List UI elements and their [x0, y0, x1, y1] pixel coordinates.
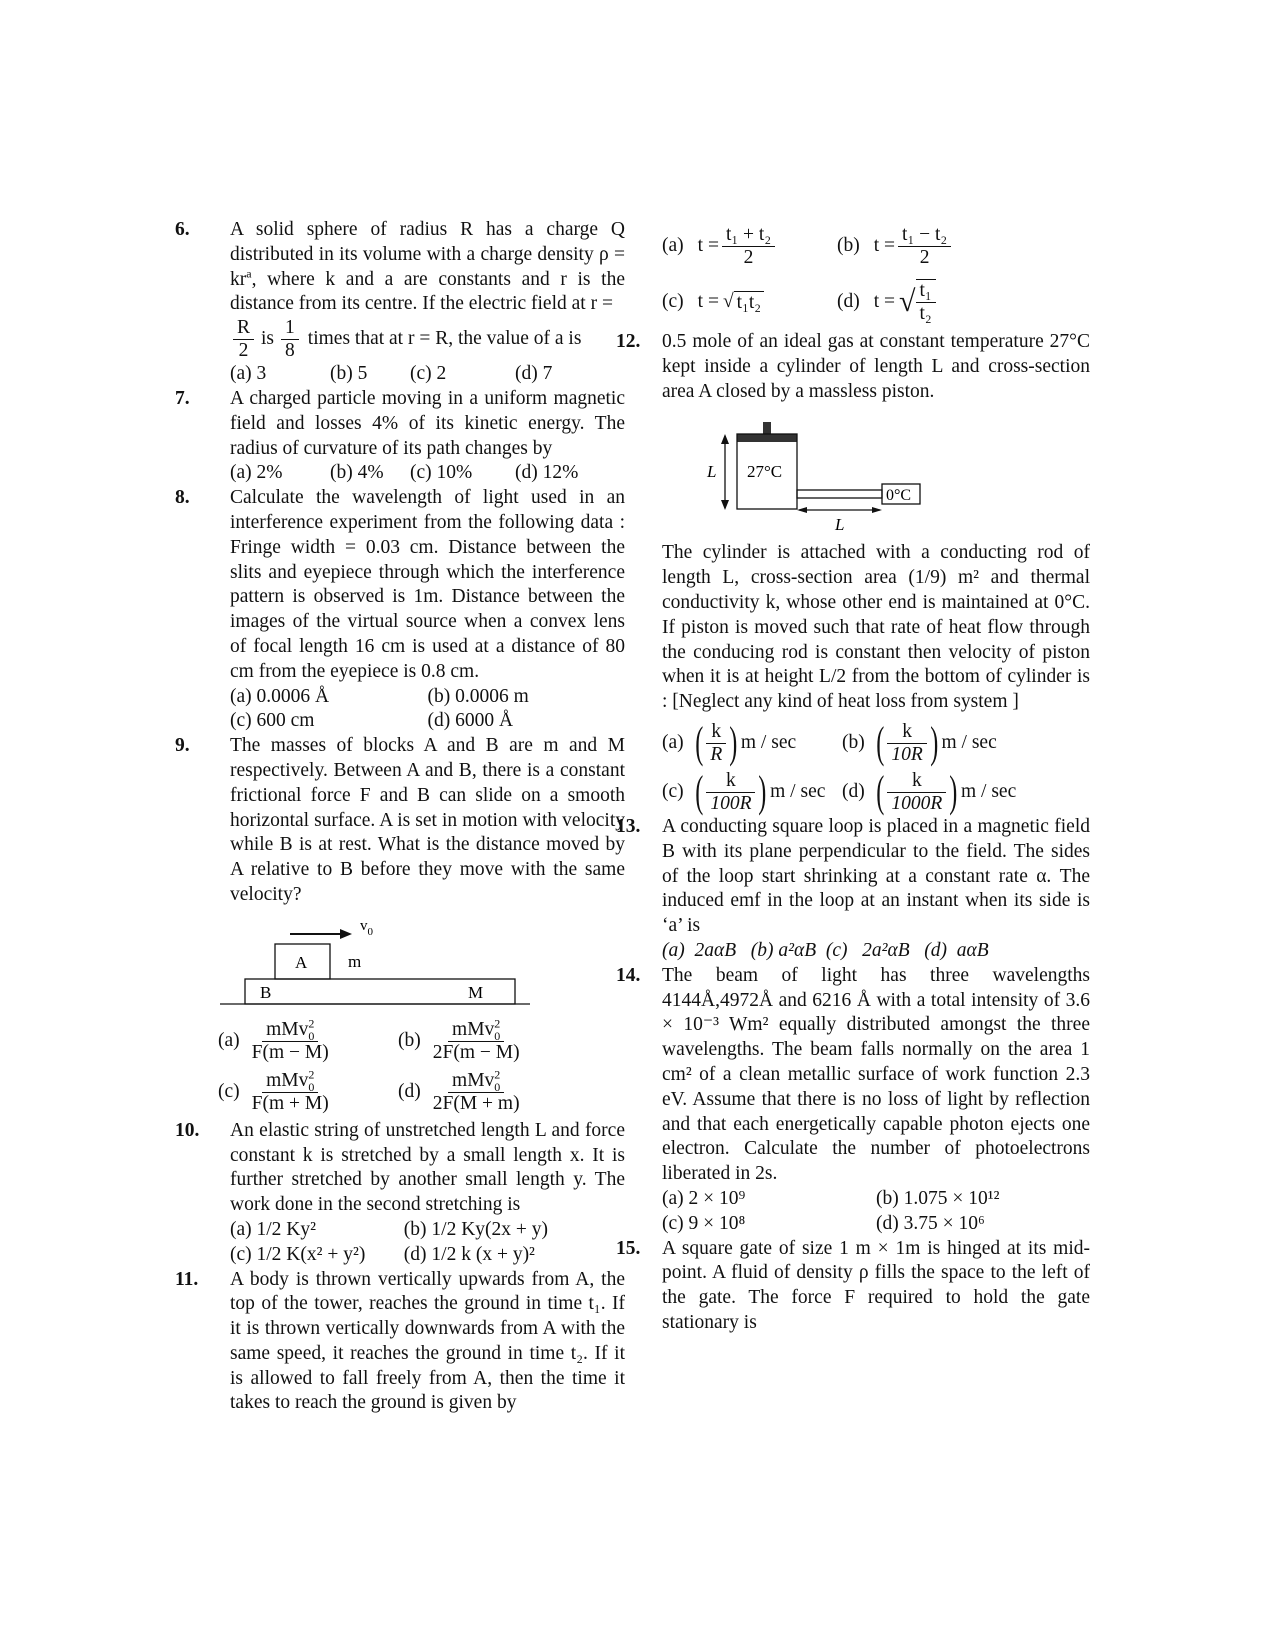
option-c: (c) 1/2 K(x² + y²): [230, 1243, 366, 1265]
option-d: (d) $\frac{mMv^2_0}{2F(M + m)}$: [398, 1067, 520, 1114]
question-text: A square gate of size 1 m × 1m is hinged at its mid-point. A fluid of density ρ fills the space to the left of the gate. The force F required to hold the gate stationary is: [662, 1237, 1090, 1333]
question-8: [175, 486, 625, 734]
option-a: (a) 1/2 Ky²: [230, 1218, 316, 1240]
option-d: (d) t = √ $\frac{\text{t₁}}{\text{t₂}}$: [837, 279, 939, 325]
option-a: (a) 0.0006 Å: [230, 685, 330, 707]
question-15: [616, 1237, 1090, 1336]
options: (a) 2aαB (b) a²αB (c) 2a²αB (d) aαB: [662, 939, 989, 961]
question-number: 14.: [616, 964, 641, 986]
question-11: [175, 1268, 625, 1417]
question-9: [175, 734, 625, 1115]
piston: [737, 434, 797, 442]
option-d: (d) 1/2 k (x + y)²: [403, 1243, 535, 1265]
options: [230, 1218, 625, 1243]
question-number: 11.: [175, 1268, 199, 1290]
question-14: [616, 964, 1090, 1237]
question-number: 6.: [175, 219, 190, 240]
mass-m-label: m: [348, 951, 362, 971]
options-row-2: [230, 709, 625, 734]
question-number: 10.: [175, 1119, 200, 1141]
left-column: [175, 218, 625, 1416]
question-12: [616, 330, 1090, 817]
question-10: [175, 1119, 625, 1268]
option-a: (a) 2%: [230, 462, 283, 484]
mass-M-label: M: [468, 982, 484, 1002]
option-c: (c) 9 × 10⁸: [662, 1212, 746, 1234]
right-column: [616, 218, 1090, 1336]
option-c: (c) t = √ t₁t₂: [662, 291, 837, 314]
question-text: The beam of light has three wavelengths 4144Å,4972Å and 6216 Å with a total intensity of 3.6 × 10⁻³ Wm² equally distributed amongst the three wavelengths. The beam falls normally on the area 1 cm² of a clean metallic surface of work function 2.3 eV. Assume that there is no loss of light by reflection and that each energetically capable photon ejects one electron. Calculate the number of photoelectrons liberated in 2s.: [662, 964, 1090, 1185]
question-text: A body is thrown vertically upwards from A, the top of the tower, reaches the ground in time t₁. If it is thrown vertically downwards from A with the same speed, it reaches the ground in time t₂. If it is allowed to fall freely from A, then the time it takes to reach the ground is given by: [230, 1268, 625, 1414]
option-b: (b) 1.075 × 10¹²: [876, 1187, 1000, 1209]
temperature-inside: 27°C: [747, 462, 783, 482]
question-13: [616, 815, 1090, 964]
options: [662, 1187, 1090, 1212]
options: [230, 362, 625, 387]
option-a: (a) 2 × 10⁹: [662, 1187, 746, 1209]
question-11-options: [630, 218, 1090, 330]
question-6: [175, 218, 625, 387]
option-a: (a) 3: [230, 363, 267, 385]
question-text: Calculate the wavelength of light used in an interference experiment from the following data : Fringe width = 0.03 cm. Distance between the slits and eyepiece through which the interference pattern is observed is 1m. Distance between the images of the virtual source when a convex lens of focal length 16 cm is used at a distance of 80 cm from the eyepiece is 0.8 cm.: [230, 487, 625, 682]
cylinder-diagram: [707, 422, 977, 537]
option-d: (d) 7: [515, 363, 553, 385]
option-a: (a) $\frac{mMv^2_0}{F(m - M)}$: [218, 1016, 329, 1063]
question-number: 7.: [175, 387, 190, 409]
option-c: (c) 2: [410, 363, 447, 385]
length-label-left: L: [707, 462, 717, 482]
length-label-bottom: L: [835, 515, 845, 535]
conducting-rod: [797, 490, 882, 498]
question-6-ratio: $\frac{R}{2}$ is $\frac{1}{8}$ times that at r = R, the value of a is: [230, 317, 625, 362]
question-number: 15.: [616, 1237, 641, 1259]
options-row-2: [175, 1067, 625, 1115]
question-number: 8.: [175, 487, 190, 509]
question-7: [175, 387, 625, 486]
temperature-end: 0°C: [886, 487, 912, 505]
question-text: A conducting square loop is placed in a magnetic field B with its plane perpendicular to the field. The sides of the loop start shrinking at a constant rate α. The induced emf in the loop at an instant when its side is ‘a’ is: [662, 815, 1090, 937]
option-b: (b) t = $\frac{\text{t₁ − t₂}}{2}$: [837, 224, 954, 269]
option-b: (b) $\frac{mMv^2_0}{2F(m - M)}$: [398, 1016, 520, 1063]
question-number: 13.: [616, 815, 641, 837]
option-b: (b) 1/2 Ky(2x + y): [403, 1218, 549, 1240]
option-d: (d) ( $\frac{k}{1000R}$ ) m / sec: [842, 767, 1017, 817]
options-row-1: [175, 1016, 625, 1064]
option-b: (b) 0.0006 m: [427, 685, 529, 707]
piston-rod: [763, 422, 771, 434]
option-d: (d) 12%: [515, 462, 579, 484]
question-number: 12.: [616, 331, 641, 352]
question-text: 0.5 mole of an ideal gas at constant temperature 27°C kept inside a cylinder of length L and cross-section area A closed by a massless piston.: [662, 331, 1090, 402]
option-c: (c) 600 cm: [230, 710, 315, 732]
v0-label: v: [360, 917, 368, 934]
question-text: An elastic string of unstretched length L and force constant k is stretched by a small length x. It is further stretched by another small length y. The work done in the second stretching is: [230, 1119, 625, 1216]
options-row-2: [230, 1243, 625, 1268]
option-c: (c) 10%: [410, 462, 473, 484]
options-row-1: [662, 718, 1090, 768]
block-a-label: A: [295, 952, 308, 972]
option-b: (b) 5: [330, 363, 368, 385]
option-a: (a) t = $\frac{\text{t₁ + t₂}}{2}$: [662, 224, 837, 269]
option-c: (c) $\frac{mMv^2_0}{F(m + M)}$: [218, 1067, 329, 1114]
question-text: The masses of blocks A and B are m and M respectively. Between A and B, there is a constant frictional force F and B can slide on a smooth horizontal surface. A is set in motion with velocity while B is at rest. What is the distance moved by A relative to B before they move with the same velocity?: [230, 735, 625, 905]
option-d: (d) 6000 Å: [427, 710, 514, 732]
options: [230, 685, 625, 710]
option-d: (d) 3.75 × 10⁶: [876, 1212, 985, 1234]
option-b: (b) ( $\frac{k}{10R}$ ) m / sec: [842, 718, 997, 768]
question-number: 9.: [175, 735, 190, 757]
option-b: (b) 4%: [330, 462, 384, 484]
options-row-2: [662, 1212, 1090, 1237]
arrow-head: [340, 929, 352, 939]
question-text-2: The cylinder is attached with a conducting rod of length L, cross-section area (1/9) m² and thermal conductivity k, whose other end is maintained at 0°C. If piston is moved such that rate of heat flow through the conducing rod is constant then velocity of piston when it is at height L/2 from the bottom of cylinder is : [Neglect any kind of heat loss from system ]: [662, 542, 1090, 713]
options: [230, 461, 625, 486]
option-a: (a) ( $\frac{k}{R}$ ) m / sec: [662, 718, 797, 768]
block-b-label: B: [260, 982, 272, 1002]
options-row-2: [662, 767, 1090, 817]
blocks-diagram: [205, 914, 600, 1009]
option-c: (c) ( $\frac{k}{100R}$ ) m / sec: [662, 767, 826, 817]
svg-text:v0: $v_0$: [360, 917, 373, 938]
question-text: A solid sphere of radius R has a charge Q distributed in its volume with a charge density $\rho = kr^a$, where k and a are constants and r is the distance from its centre. If the electric field at r =: [230, 219, 625, 315]
question-text: A charged particle moving in a uniform magnetic field and losses 4% of its kinetic energy. The radius of curvature of its path changes by: [230, 387, 625, 459]
